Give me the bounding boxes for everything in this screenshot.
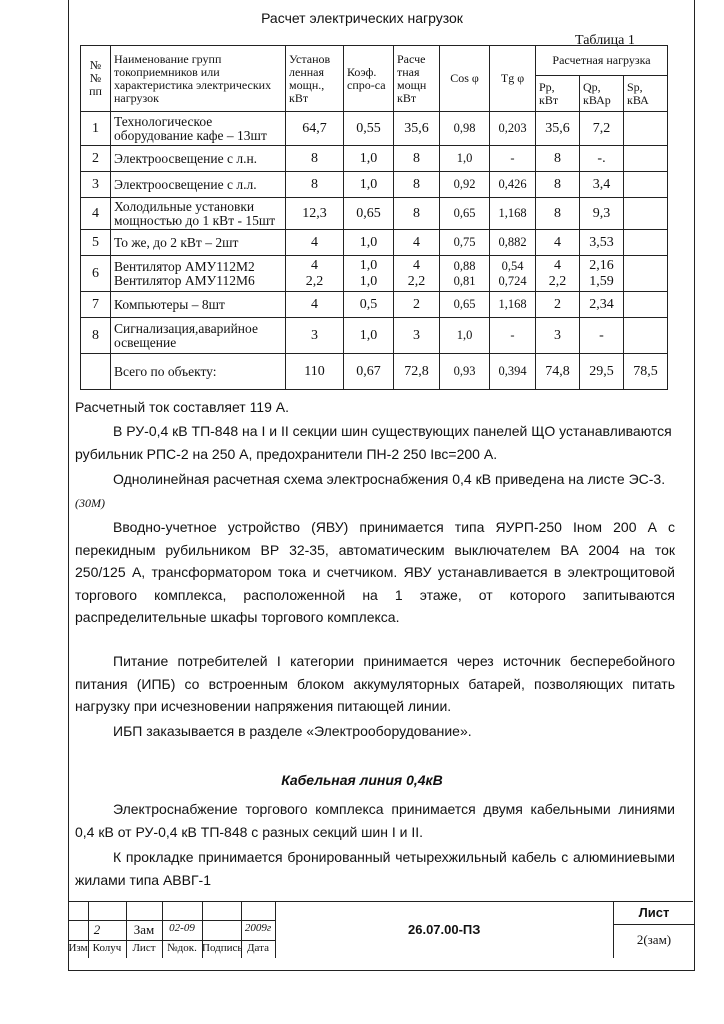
header-calc-power: Расче тная мощн кВт (394, 46, 440, 112)
row-number: 1 (81, 112, 111, 146)
row-tg: 0,203 (490, 112, 536, 146)
scheme-text: Однолинейная расчетная схема электроснабжения 0,4 кВ приведена на листе ЭС-3. (113, 471, 666, 487)
row-sp (624, 198, 668, 230)
row-tg: 1,168 (490, 198, 536, 230)
row-installed: 64,7 (286, 112, 344, 146)
header-name: Наименование групп токоприемников или характеристика электрических нагрузок (111, 46, 286, 112)
paragraph-cable-lines: Электроснабжение торгового комплекса принимается двумя кабельными линиями 0,4 кВ от РУ-0,4 кВ ТП-848 с разных секций шин I и II. (75, 801, 675, 840)
row-demand: 0,5 (344, 292, 394, 318)
total-pp: 74,8 (536, 354, 580, 390)
row-pp: 3 (536, 318, 580, 354)
row-cos: 0,65 (440, 292, 490, 318)
row-pp: 35,6 (536, 112, 580, 146)
row-demand: 0,65 (344, 198, 394, 230)
row-installed: 4 (286, 292, 344, 318)
total-sp: 78,5 (624, 354, 668, 390)
row-name: То же, до 2 кВт – 2шт (111, 230, 286, 256)
header-demand: Коэф. спро-са (344, 46, 394, 112)
table-caption: Таблица 1 (575, 33, 635, 48)
row-name: Электроосвещение с л.л. (111, 172, 286, 198)
label-izm: Изм (68, 942, 88, 954)
row-installed: 12,3 (286, 198, 344, 230)
total-installed: 110 (286, 354, 344, 390)
header-cos: Cos φ (440, 46, 490, 112)
row-demand: 1,0 (344, 146, 394, 172)
paragraph-ups: Питание потребителей I категории принимается через источник бесперебойного питания (ИПБ) со встроенным блоком аккумуляторных батарей, позволяющих питать нагрузку при исчезновении напряжения питающей линии. (75, 653, 675, 715)
row-demand: 1,0 (344, 318, 394, 354)
row-cos: 0,92 (440, 172, 490, 198)
header-pp: Рр, кВт (536, 76, 580, 112)
table-total-row (81, 354, 668, 390)
total-calc-power: 72,8 (394, 354, 440, 390)
row-sp (624, 172, 668, 198)
total-demand: 0,67 (344, 354, 394, 390)
total-qp: 29,5 (580, 354, 624, 390)
row-tg: - (490, 318, 536, 354)
handwritten-note: (30М) (75, 495, 105, 510)
row-installed: 8 (286, 172, 344, 198)
row-pp: 4 2,2 (536, 256, 580, 292)
sheet-label: Лист (638, 905, 670, 920)
row-name: Технологическое оборудование кафе – 13шт (111, 112, 286, 146)
header-num: № № пп (81, 46, 111, 112)
rev-doc: 02-09 (169, 922, 195, 934)
row-qp: 9,3 (580, 198, 624, 230)
section-heading: Кабельная линия 0,4кВ (281, 772, 443, 788)
rev-date: 2009г (244, 922, 272, 934)
row-qp: 3,53 (580, 230, 624, 256)
row-calc-power: 4 2,2 (394, 256, 440, 292)
paragraph-scheme (75, 468, 675, 514)
row-number: 3 (81, 172, 111, 198)
revision-grid (68, 902, 275, 958)
row-cos: 0,65 (440, 198, 490, 230)
row-cos: 1,0 (440, 318, 490, 354)
paragraph-ru: В РУ-0,4 кВ ТП-848 на I и II секции шин существующих панелей ЩО устанавливаются рубильник РПС-2 на 250 А, предохранители ПН-2 250 Iвс=200 А. (75, 423, 672, 462)
row-qp: 2,34 (580, 292, 624, 318)
rev-type: Зам (133, 922, 155, 937)
row-demand: 0,55 (344, 112, 394, 146)
paragraph-yavu: Вводно-учетное устройство (ЯВУ) принимается типа ЯУРП-250 Iном 200 А с перекидным рубильником ВР 32-35, автоматическим выключателем ВА 2004 на ток 250/125 А, трансформатором тока и счетчиком. ЯВУ устанавливается в электрощитовой торгового комплекса, расположенной на 1 этаже, от которого запитываются распределительные шкафы торгового комплекса. (75, 519, 675, 626)
header-qp: Qp, кВАр (580, 76, 624, 112)
row-sp (624, 292, 668, 318)
label-signature: Подпись (202, 942, 243, 954)
row-cos: 1,0 (440, 146, 490, 172)
row-tg: 1,168 (490, 292, 536, 318)
loads-table (80, 45, 668, 390)
row-tg: 0,426 (490, 172, 536, 198)
row-calc-power: 3 (394, 318, 440, 354)
page-title: Расчет электрических нагрузок (261, 10, 463, 26)
row-name: Сигнализация,аварийное освещение (111, 318, 286, 354)
row-qp: - (580, 318, 624, 354)
table-row (81, 256, 668, 292)
row-demand: 1,0 (344, 172, 394, 198)
paragraph-current: Расчетный ток составляет 119 А. (75, 399, 289, 415)
row-pp: 2 (536, 292, 580, 318)
row-number: 6 (81, 256, 111, 292)
label-list: Лист (132, 942, 156, 954)
sheet-number: 2(зам) (636, 932, 672, 947)
row-demand: 1,0 1,0 (344, 256, 394, 292)
row-cos: 0,98 (440, 112, 490, 146)
row-tg: 0,882 (490, 230, 536, 256)
total-label: Всего по объекту: (111, 354, 286, 390)
table-row (81, 230, 668, 256)
row-pp: 8 (536, 146, 580, 172)
total-cos: 0,93 (440, 354, 490, 390)
table-row (81, 146, 668, 172)
table-row (81, 112, 668, 146)
paragraph-cable-type: К прокладке принимается бронированный четырехжильный кабель с алюминиевыми жилами типа АВВГ-1 (75, 849, 675, 888)
row-name: Холодильные установки мощностью до 1 кВт - 15шт (111, 198, 286, 230)
total-tg: 0,394 (490, 354, 536, 390)
row-name: Электроосвещение с л.н. (111, 146, 286, 172)
row-qp: 7,2 (580, 112, 624, 146)
label-ndok: №док. (167, 942, 197, 954)
table-row (81, 318, 668, 354)
header-sp: Sp, кВА (624, 76, 668, 112)
row-calc-power: 2 (394, 292, 440, 318)
paragraph-ups-order: ИБП заказывается в разделе «Электрооборудование». (113, 723, 472, 739)
document-code: 26.07.00-ПЗ (408, 922, 481, 937)
row-demand: 1,0 (344, 230, 394, 256)
header-tg: Tg φ (490, 46, 536, 112)
row-installed: 4 2,2 (286, 256, 344, 292)
row-qp: 2,16 1,59 (580, 256, 624, 292)
header-calc-load: Расчетная нагрузка (536, 46, 668, 76)
row-installed: 8 (286, 146, 344, 172)
header-installed: Установ ленная мощн., кВт (286, 46, 344, 112)
row-installed: 4 (286, 230, 344, 256)
row-qp: -. (580, 146, 624, 172)
table-row (81, 198, 668, 230)
row-pp: 8 (536, 172, 580, 198)
table-row (81, 292, 668, 318)
row-number: 4 (81, 198, 111, 230)
row-sp (624, 112, 668, 146)
row-calc-power: 4 (394, 230, 440, 256)
row-name: Вентилятор АМУ112М2 Вентилятор АМУ112М6 (111, 256, 286, 292)
label-kol: Колуч (92, 942, 122, 954)
row-number: 7 (81, 292, 111, 318)
row-number: 5 (81, 230, 111, 256)
row-sp (624, 146, 668, 172)
row-pp: 4 (536, 230, 580, 256)
row-installed: 3 (286, 318, 344, 354)
sheet-box (613, 902, 694, 958)
row-calc-power: 8 (394, 198, 440, 230)
row-calc-power: 8 (394, 172, 440, 198)
row-name: Компьютеры – 8шт (111, 292, 286, 318)
label-date: Дата (247, 942, 269, 954)
row-tg: - (490, 146, 536, 172)
rev-number: 2 (93, 922, 101, 937)
row-sp (624, 318, 668, 354)
row-qp: 3,4 (580, 172, 624, 198)
row-sp (624, 230, 668, 256)
row-pp: 8 (536, 198, 580, 230)
row-number: 2 (81, 146, 111, 172)
row-sp (624, 256, 668, 292)
row-tg: 0,54 0,724 (490, 256, 536, 292)
table-row (81, 172, 668, 198)
row-cos: 0,75 (440, 230, 490, 256)
row-calc-power: 35,6 (394, 112, 440, 146)
row-cos: 0,88 0,81 (440, 256, 490, 292)
row-number: 8 (81, 318, 111, 354)
row-calc-power: 8 (394, 146, 440, 172)
title-block (68, 901, 693, 958)
